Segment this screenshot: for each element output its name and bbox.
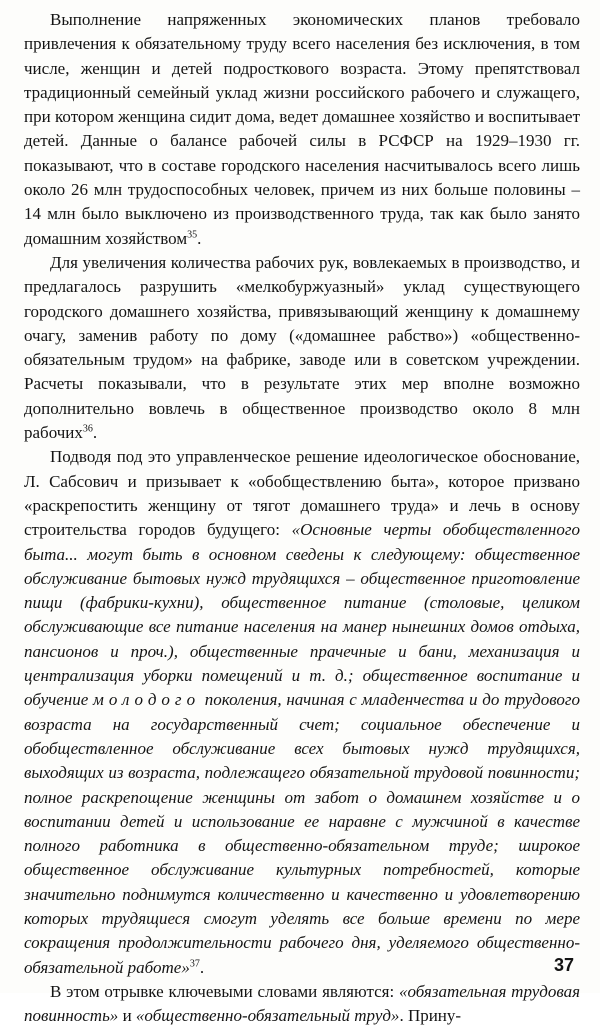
key-term-1: «обязательная трудовая повинность» — [24, 981, 580, 1026]
key-term-conjunction: и — [118, 1006, 136, 1026]
key-term-2: «общественно-обязательный труд» — [135, 1006, 400, 1026]
paragraph-4 — [24, 980, 580, 1028]
paragraph-3: Подводя под это управленческое решение идеологическое обоснование, Л. Сабсович и призывает к «обобществлению быта», которое призвано «раскрепостить женщину от тягот домашнего труда» и лечь в основу строительства городов будущего: «Основные черты обобществленного быта... могут быть в основном сведены к следующему: общественное обслуживание бытовых нужд трудящихся – общественное приготовление пищи (фабрики-кухни), общественное питание (столовые, целиком обслуживающие все питание населения на манер нынешних домов отдыха, пансионов и проч.), общественные прачечные и бани, механизация и централизация уборки помещений и т. д.; общественное воспитание и обучение молодого поколения, начиная с младенчества и до трудового возраста на государственный счет; социальное обеспечение и обобществленное обслуживание всех бытовых нужд трудящихся, выходящих из возраста, подлежащего обязательной трудовой повинности; полное раскрепощение женщины от забот о домашнем хозяйстве и о воспитании детей и использование ее наравне с мужчиной в качестве полного работника в общественно-обязательном труде; широкое общественное обслуживание культурных потребностей, которые значительно поднимутся количественно и качественно и удовлетворению которых трудящиеся смогут уделять все больше времени по мере сокращения продолжительности рабочего дня, уделяемого общественно-обязательной работе»$^{37}$. — [24, 447, 581, 977]
body-text — [24, 8, 580, 1028]
paragraph-1: Выполнение напряженных экономических планов требовало привлечения к обязательному труду всего населения без исключения, в том числе, женщин и детей подросткового возраста. Этому препятствовал традиционный семейный уклад жизни российского рабочего и служащего, при котором женщина сидит дома, ведет домашнее хозяйство и воспитывает детей. Данные о балансе рабочей силы в РСФСР на 1929–1930 гг. показывают, что в составе городского населения насчитывалось всего лишь около 26 млн трудоспособных человек, причем из них больше половины – 14 млн было выключено из производственного труда, так как было занято домашним хозяйством$^{35}$. — [24, 10, 580, 248]
footnote-ref-37: 37 — [189, 957, 200, 969]
paragraph-4-intro: В этом отрывке ключевыми словами являются: — [50, 981, 400, 1001]
paragraph-2: Для увеличения количества рабочих рук, вовлекаемых в производство, и предлагалось разрушить «мелкобуржуазный» уклад существующего городского домашнего хозяйства, привязывающий женщину к домашнему очагу, заменив работу по дому («домашнее рабство») «общественно-обязательным трудом» на фабрике, заводе или в советском учреждении. Расчеты показывали, что в результате этих мер вполне возможно дополнительно вовлечь в общественное производство около 8 млн рабочих$^{36}$. — [24, 252, 580, 443]
paragraph-2-text: Для увеличения количества рабочих рук, вовлекаемых в производство, и предлагалось разрушить «мелкобуржуазный» уклад существующего городского домашнего хозяйства, привязывающий женщину к домашнему очагу, заменив работу по дому («домашнее рабство») «общественно-обязательным трудом» на фабрике, заводе или в советском учреждении. Расчеты показывали, что в результате этих мер вполне возможно дополнительно вовлечь в общественное производство около 8 млн рабочих — [24, 252, 580, 443]
sabsovich-quote-spaced-word: молодого — [93, 690, 201, 710]
sabsovich-quote-part-1: «Основные черты обобществленного быта... могут быть в основном сведены к следующему: общественное обслуживание бытовых нужд трудящихся – общественное приготовление пищи (фабрики-кухни), общественное питание (столовые, целиком обслуживающие все питание населения на манер нынешних домов отдыха, пансионов и проч.), общественные прачечные и бани, механизация и централизация уборки помещений и т. д.; общественное воспитание и обучение — [24, 520, 580, 710]
footnote-ref-35: 35 — [187, 229, 198, 241]
sabsovich-quote-part-2: поколения, начиная с младенчества и до трудового возраста на государственный счет; социальное обеспечение и обобществленное обслуживание всех бытовых нужд трудящихся, выходящих из возраста, подлежащего обязательной трудовой повинности; полное раскрепощение женщины от забот о домашнем хозяйстве и о воспитании детей и использование ее наравне с мужчиной в качестве полного работника в общественно-обязательном труде; широкое общественное обслуживание культурных потребностей, которые значительно поднимутся количественно и качественно и удовлетворению которых трудящиеся смогут уделять все больше времени по мере сокращения продолжительности рабочего дня, уделяемого общественно-обязательной работе» — [24, 690, 581, 977]
paragraph-4-tail: . Прину- — [399, 1006, 462, 1026]
paragraph-1-text: Выполнение напряженных экономических планов требовало привлечения к обязательному труду всего населения без исключения, в том числе, женщин и детей подросткового возраста. Этому препятствовал традиционный семейный уклад жизни российского рабочего и служащего, при котором женщина сидит дома, ведет домашнее хозяйство и воспитывает детей. Данные о балансе рабочей силы в РСФСР на 1929–1930 гг. показывают, что в составе городского населения насчитывалось всего лишь около 26 млн трудоспособных человек, причем из них больше половины – 14 млн было выключено из производственного труда, так как было занято домашним хозяйством — [24, 10, 580, 248]
footnote-ref-36: 36 — [82, 423, 93, 435]
paragraph-3-intro: Подводя под это управленческое решение идеологическое обоснование, Л. Сабсович и призывает к «обобществлению быта», которое призвано «раскрепостить женщину от тягот домашнего труда» и лечь в основу строительства городов будущего: — [24, 447, 580, 540]
page-number: 37 — [553, 955, 574, 975]
